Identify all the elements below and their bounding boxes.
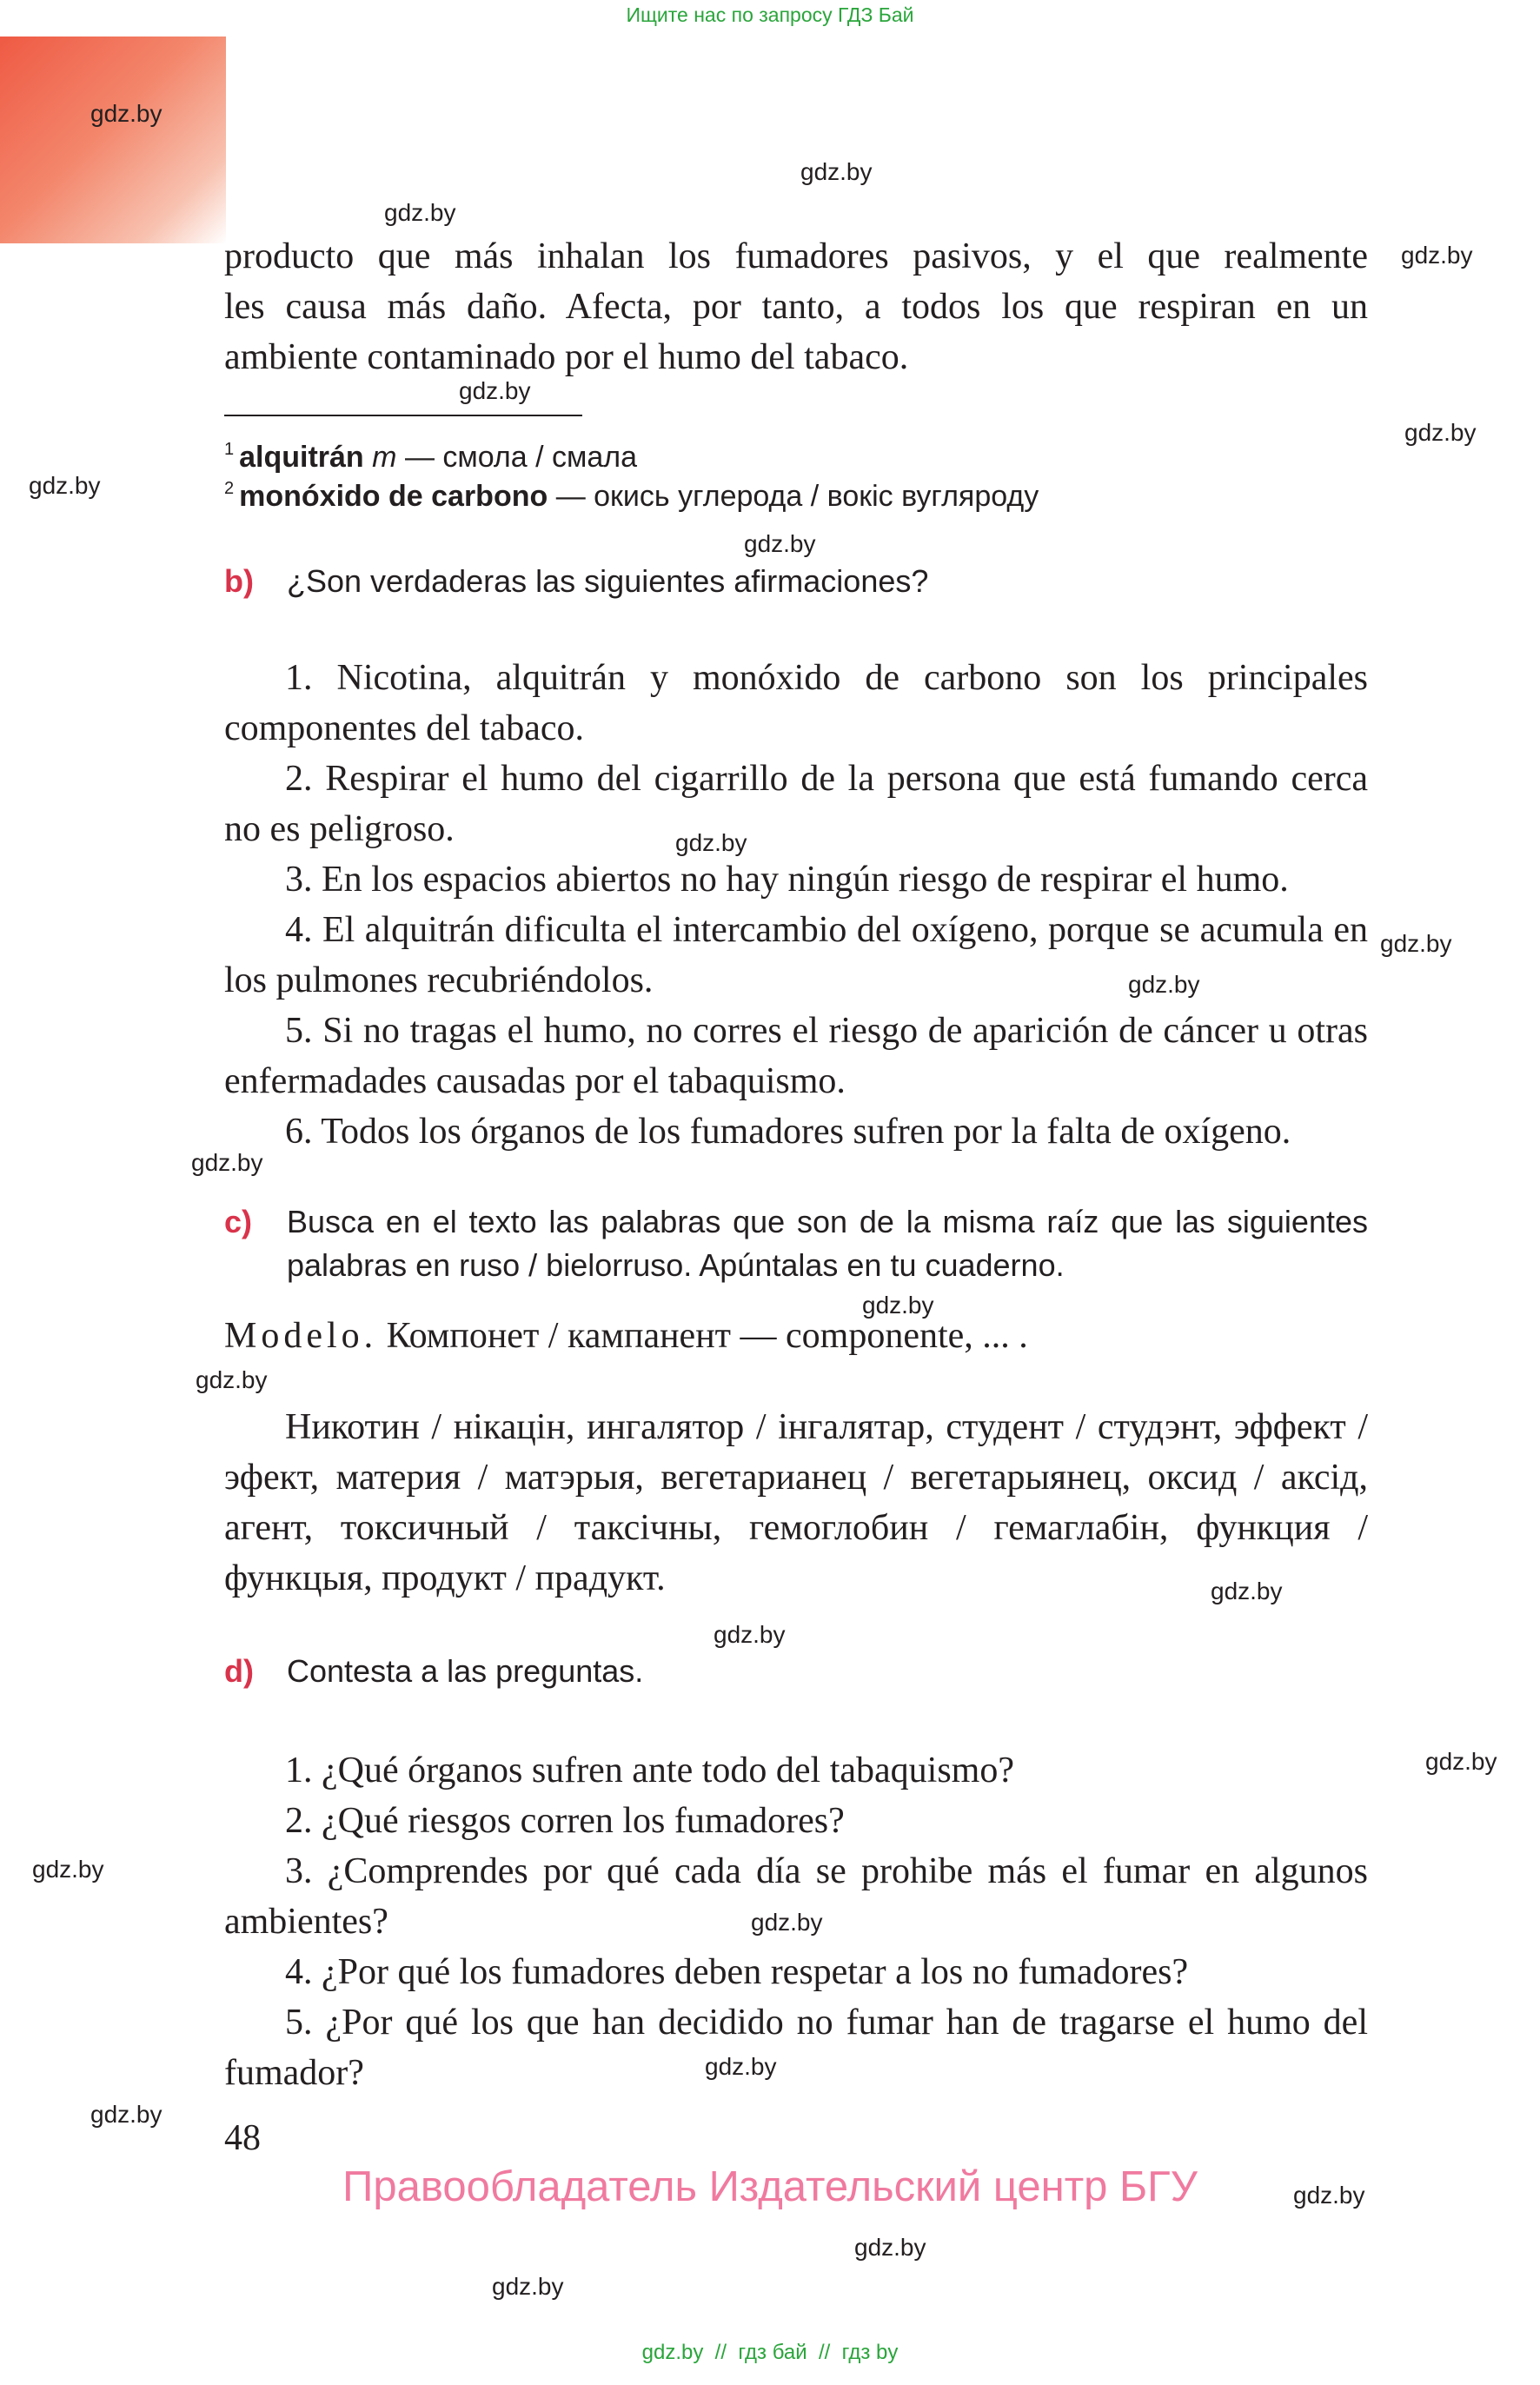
footnote-number: 2: [224, 479, 235, 498]
model-example: [224, 1311, 1028, 1361]
list-item: 2. ¿Qué riesgos corren los fumadores?: [285, 1801, 845, 1841]
task-d-list: [224, 1745, 1368, 2098]
watermark: gdz.by: [675, 829, 747, 856]
list-item: 1. Nicotina, alquitrán y monóxido de carbono son los principales componentes del tabaco.: [224, 658, 1368, 748]
copyright-notice: Правообладатель Издательский центр БГУ: [342, 2163, 1198, 2210]
intro-line: ambiente contaminado por el humo del tabaco.: [224, 337, 909, 377]
watermark: gdz.by: [1425, 1748, 1497, 1775]
task-letter: d): [224, 1653, 254, 1689]
watermark: gdz.by: [1401, 242, 1473, 269]
watermark: gdz.by: [705, 2053, 777, 2080]
list-item: 4. El alquitrán dificulta el intercambio del oxígeno, porque se acumula en los pulmones recubriéndolos.: [224, 910, 1368, 1000]
task-d-header: [224, 1650, 1368, 1693]
list-item: 3. ¿Comprendes por qué cada día se prohibe más el fumar en algunos ambientes?: [224, 1851, 1368, 1942]
task-instruction: ¿Son verdaderas las siguientes afirmaciones?: [287, 563, 929, 599]
watermark: gdz.by: [1211, 1578, 1283, 1604]
task-instruction: Contesta a las preguntas.: [287, 1653, 644, 1689]
watermark: gdz.by: [29, 472, 101, 499]
watermark: gdz.by: [800, 158, 873, 185]
list-item: 5. ¿Por qué los que han decidido no fumar han de tragarse el humo del fumador?: [224, 2003, 1368, 2093]
footnote-translation: — смола / смала: [404, 441, 638, 474]
intro-paragraph: [224, 231, 1368, 382]
watermark: gdz.by: [1404, 419, 1477, 446]
word-list: [224, 1402, 1368, 1604]
footnote-gender: m: [372, 441, 397, 474]
list-item: 3. En los espacios abiertos no hay ningún riesgo de respirar el humo.: [285, 860, 1289, 900]
watermark: gdz.by: [744, 530, 816, 557]
list-item: 5. Si no tragas el humo, no corres el riesgo de aparición de cáncer u otras enfermadades causadas por el tabaquismo.: [224, 1011, 1368, 1101]
watermark: gdz.by: [854, 2234, 926, 2261]
bottom-links[interactable]: gdz.by // гдз бай // гдз by: [641, 2341, 899, 2364]
top-banner: Ищите нас по запросу ГДЗ Бай: [626, 3, 914, 26]
watermark: gdz.by: [32, 1856, 104, 1883]
list-item: 4. ¿Por qué los fumadores deben respetar a los no fumadores?: [285, 1952, 1189, 1992]
watermark: gdz.by: [492, 2273, 564, 2300]
task-b-header: [224, 560, 1368, 603]
watermark: gdz.by: [90, 2101, 163, 2128]
footnote-divider: [224, 415, 582, 416]
footnote-number: 1: [224, 440, 235, 459]
model-text: Компонет / кампанент — componente, ... .: [386, 1316, 1028, 1356]
watermark: gdz.by: [751, 1909, 823, 1936]
list-item: 6. Todos los órganos de los fumadores sufren por la falta de oxígeno.: [285, 1112, 1291, 1152]
task-letter: b): [224, 563, 254, 599]
watermark: gdz.by: [862, 1292, 934, 1319]
watermark: gdz.by: [1128, 971, 1200, 998]
task-letter: c): [224, 1204, 253, 1239]
watermark: gdz.by: [384, 199, 456, 226]
watermark: gdz.by: [90, 100, 163, 127]
intro-line: producto que más inhalan los fumadores pasivos, y el que realmente: [224, 236, 1368, 276]
footnote-term: alquitrán: [239, 441, 364, 474]
task-instruction: Busca en el texto las palabras que son de la misma raíz que las siguientes palabras en ruso / bielorruso. Apúntalas en tu cuaderno.: [287, 1204, 1368, 1283]
watermark: gdz.by: [714, 1621, 786, 1648]
watermark: gdz.by: [459, 377, 531, 404]
footnote-term: monóxido de carbono: [239, 480, 548, 513]
watermark: gdz.by: [191, 1149, 263, 1176]
watermark: gdz.by: [196, 1366, 268, 1393]
watermark: gdz.by: [1293, 2182, 1365, 2209]
watermark: gdz.by: [1380, 930, 1452, 957]
corner-decoration: [0, 37, 226, 243]
word-list-text: Никотин / нікацін, ингалятор / інгалятар, студент / студэнт, эффект / эфект, материя / матэрыя, вегетарианец / вегетарыянец, оксид / аксід, агент, токсичный / таксічны, гемоглобин / гемаглабін, функция / функцыя, продукт / прадукт.: [224, 1407, 1368, 1598]
intro-line: les causa más daño. Afecta, por tanto, a todos los que respiran en un: [224, 287, 1368, 327]
list-item: 1. ¿Qué órganos sufren ante todo del tabaquismo?: [285, 1751, 1014, 1790]
model-label: Modelo.: [224, 1316, 378, 1356]
page-number: 48: [224, 2118, 261, 2158]
task-c-header: [224, 1200, 1368, 1287]
footnote-translation: — окись углерода / вокіс вугляроду: [555, 480, 1039, 513]
footnote-2: [224, 468, 1039, 516]
list-item: 2. Respirar el humo del cigarrillo de la persona que está fumando cerca no es peligroso.: [224, 759, 1368, 849]
task-b-list: [224, 653, 1368, 1157]
